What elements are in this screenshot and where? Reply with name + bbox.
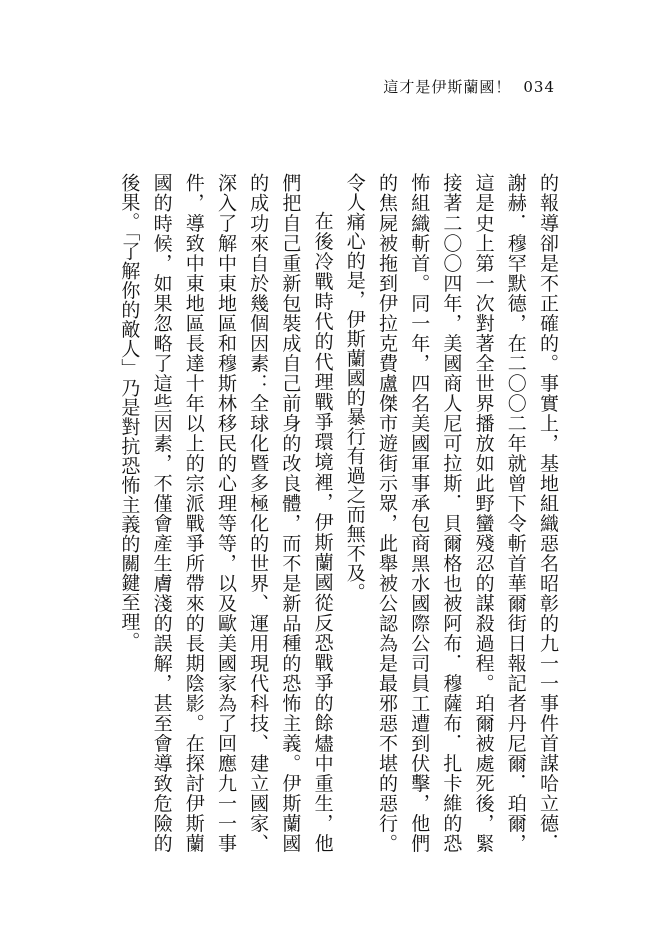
page-number: 034 [523,78,555,96]
body-text [118,173,564,853]
running-header [383,76,555,97]
book-title: 這才是伊斯蘭國！ [383,78,512,96]
paragraph: 的報導卻是不正確的。事實上，基地組織惡名昭彰的九一一事件首謀哈立德．謝赫．穆罕默德，在二〇〇二年就曾下令斬首華爾街日報記者丹尼爾．珀爾，這是史上第一次對著全世界播放如此野蠻殘忍的謀殺過程。珀爾被處死後，緊接著二〇〇四年，美國商人尼可拉斯．貝爾格也被阿布．穆薩布．扎卡維的恐怖組織斬首。同一年，四名美國軍事承包商黑水國際公司員工遭到伏擊，他們的焦屍被拖到伊拉克費盧傑市遊街示眾，此舉被公認為是最邪惡不堪的惡行。令人痛心的是，伊斯蘭國的暴行有過之而無不及。 [343,173,559,853]
paragraph: 在後冷戰時代的代理戰爭環境裡，伊斯蘭國從反恐戰爭的餘燼中重生，他們把自己重新包裝成自己前身的改良體，而不是新品種的恐怖主義。伊斯蘭國的成功來自於幾個因素：全球化暨多極化的世界、運用現代科技、建立國家、深入了解中東地區和穆斯林移民的心理等等，以及歐美國家為了回應九一一事件，導致中東地區長達十年以上的宗派戰爭所帶來的長期陰影。在探討伊斯蘭國的時候，如果忽略了這些因素，不僅會產生膚淺的誤解，甚至會導致危險的後果。「了解你的敵人」乃是對抗恐怖主義的關鍵至理。 [118,173,334,853]
